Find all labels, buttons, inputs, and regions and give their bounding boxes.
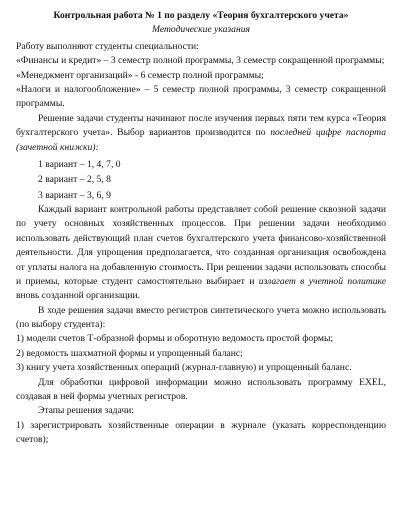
- list-item: 1) зарегистрировать хозяйственные операции в журнале (указать корреспонденцию счетов);: [16, 419, 386, 446]
- variant-item: 2 вариант – 2, 5, 8: [38, 174, 111, 186]
- paragraph-stages: Этапы решения задачи:: [38, 405, 134, 417]
- task-text-end: вновь созданной организации.: [16, 290, 141, 302]
- list-item: 1) модели счетов Т-образной формы и оборотную ведомость простой формы;: [16, 333, 334, 345]
- document-title: Контрольная работа № 1 по разделу «Теория бухгалтерского учета»: [53, 10, 349, 21]
- variant-choice-emphasis: последней цифре паспорта (зачетной книжки):: [16, 127, 386, 153]
- variant-list: [38, 157, 386, 203]
- paragraph-specialties: Работу выполняют студенты специальности:: [16, 40, 199, 52]
- paragraph-registers: В ходе решения задачи вместо регистров синтетического учета можно использовать (по выбору студента):: [16, 304, 386, 331]
- paragraph-finance: «Финансы и кредит» – 3 семестр полной программы, 3 семестр сокращенной программы;: [16, 55, 385, 67]
- paragraph-task-description: [16, 203, 386, 304]
- list-item: 2) ведомость шахматной формы и упрощенный баланс;: [16, 347, 243, 359]
- paragraph-excel: Для обработки цифровой информации можно использовать программу EXEL, создавая в ней формы учетных регистров.: [16, 376, 386, 403]
- document-subtitle: Методические указания: [151, 24, 250, 36]
- list-item: 3) книгу учета хозяйственных операций (журнал-главную) и упрощенный баланс.: [16, 362, 352, 374]
- task-text: Каждый вариант контрольной работы представляет собой решение сквозной задачи по учету основных хозяйственных процессов. При решении задачи необходимо использовать действующий план счетов бухгалтерского учета финансово-хозяйственной деятельности. Для упрощения предполагается, что созданная организация освобождена от уплаты налога на добавленную стоимость. При решении задачи использовать способы и приемы, которые студент самостоятельно выбирает и: [16, 203, 386, 287]
- paragraph-management: «Менеджмент организаций» - 6 семестр полной программы;: [16, 69, 264, 81]
- variant-item: 1 вариант – 1, 4, 7, 0: [38, 158, 121, 170]
- paragraph-variant-choice: [16, 112, 386, 155]
- task-emphasis: излагает в учетной политике: [258, 275, 386, 287]
- variant-item: 3 вариант – 3, 6, 9: [38, 189, 111, 201]
- paragraph-taxes: «Налоги и налогообложение» – 5 семестр полной программы, 3 семестр сокращенной программы.: [16, 83, 386, 110]
- variant-choice-text: Решение задачи студенты начинают после изучения первых пяти тем курса «Теория бухгалтерского учета». Выбор вариантов производится по: [16, 112, 386, 139]
